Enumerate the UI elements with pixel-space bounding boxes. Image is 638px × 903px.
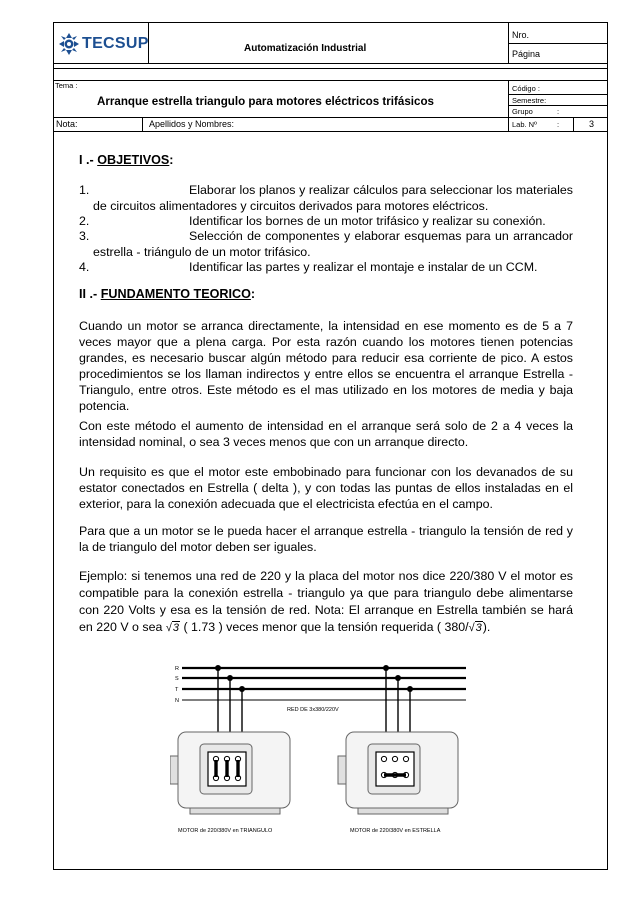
paragraph-1: Cuando un motor se arranca directamente, la intensidad en ese momento es de 5 a 7 veces mayor que a plena carga. Por esta razón cuando los motores tienen potencias grandes, es necesario buscar algún método para reducir esa corriente de pico. A estos procedimientos se los llaman indirectos y entre ellos se encuentra el arranque Estrella - Triangulo, entre otros. Este método es el mas utilizado en los motores de media y baja potencia. (79, 319, 573, 413)
nro-label: Nro. (512, 30, 530, 40)
paragraph-5a: Ejemplo: si tenemos una red de 220 y la placa del motor nos dice 220/380 V el motor es compatible para la conexión estrella - triangulo ya que para triangulo debe alimentarse con 220 Volts y esa es la tensión de red. Nota: El arranque en Estrella también se hará en 220 V o sea (79, 569, 573, 634)
motor1-label: MOTOR de 220/380V en TRIANGULO (178, 828, 273, 834)
paragraph-3: Un requisito es que el motor este embobinado para funcionar con los devanados de su estator conectados en Estrella ( delta ), y con todas las puntas de ellos instaladas en el exterior, para la conexión adecuada que el electricista efectúa en el campo. (79, 465, 573, 511)
wiring-figure (170, 660, 470, 840)
objective-3-text: Selección de componentes y elaborar esquemas para un arrancador estrella - triángulo de un motor trifásico. (93, 229, 573, 259)
section2-colon: : (250, 287, 256, 301)
tema-label: Tema : (55, 81, 78, 90)
paragraph-5b: ( 1.73 ) veces menor que la tensión requerida (183, 620, 434, 634)
phase-label-n: N (175, 698, 179, 704)
semestre-label: Semestre: (512, 96, 547, 105)
objective-1-num: 1. (79, 183, 90, 197)
grupo-colon: : (557, 107, 560, 116)
paragraph-4: Para que a un motor se le pueda hacer el arranque estrella - triangulo la tensión de red y la de triangulo del motor deben ser iguales. (79, 524, 573, 554)
objective-3 (79, 229, 573, 260)
objective-2 (79, 214, 573, 230)
logo-text: TECSUP (82, 35, 149, 52)
section2-heading (79, 287, 255, 301)
section1-prefix: I .- (79, 153, 94, 167)
objective-4-num: 4. (79, 260, 90, 274)
objective-1-text: Elaborar los planos y realizar cálculos para seleccionar los materiales de circuitos alimentadores y circuitos derivados para motores eléctricos. (93, 183, 573, 213)
objective-3-num: 3. (79, 229, 90, 243)
section1-colon: : (169, 153, 174, 167)
lab-value: 3 (589, 119, 595, 129)
section2-title: FUNDAMENTO TEORICO (100, 287, 251, 301)
phase-label-t: T (175, 687, 179, 693)
lab-label: Lab. Nº (512, 120, 537, 129)
phase-label-s: S (175, 676, 179, 682)
tema-title: Arranque estrella triangulo para motores eléctricos trifásicos (97, 95, 434, 108)
objective-2-num: 2. (79, 214, 90, 228)
lab-colon: : (557, 120, 560, 129)
objective-2-text: Identificar los bornes de un motor trifásico y realizar su conexión. (189, 214, 546, 228)
objective-4-text: Identificar las partes y realizar el montaje e instalar de un CCM. (189, 260, 538, 274)
apellidos-label: Apellidos y Nombres: (149, 119, 235, 129)
paragraph-2: Con este método el aumento de intensidad en el arranque será solo de 2 a 4 veces la intensidad nominal, o sea 3 veces menos que con un arranque directo. (79, 419, 573, 449)
pagina-label: Página (512, 49, 541, 59)
paragraph-5 (79, 568, 573, 637)
paragraph-5c: ( 380/ (436, 620, 469, 634)
codigo-label: Código : (512, 84, 540, 93)
section1-heading (79, 153, 174, 167)
section1-title: OBJETIVOS (97, 153, 170, 167)
section2-prefix: II .- (79, 287, 98, 301)
wiring-diagram (170, 660, 470, 840)
network-label: RED DE 3x380/220V (287, 707, 339, 713)
motor2-label: MOTOR de 220/380V en ESTRELLA (350, 828, 441, 834)
sqrt3-symbol-2: √3 (468, 622, 482, 634)
phase-label-r: R (175, 666, 179, 672)
paragraph-5d: ). (482, 620, 491, 634)
sqrt3-symbol: √3 (165, 622, 179, 634)
tecsup-logo (58, 32, 149, 56)
objective-1 (79, 183, 573, 214)
course-title: Automatización Industrial (244, 43, 367, 54)
nota-label: Nota: (56, 119, 78, 129)
grupo-label: Grupo (512, 107, 533, 116)
objective-4 (79, 260, 573, 276)
